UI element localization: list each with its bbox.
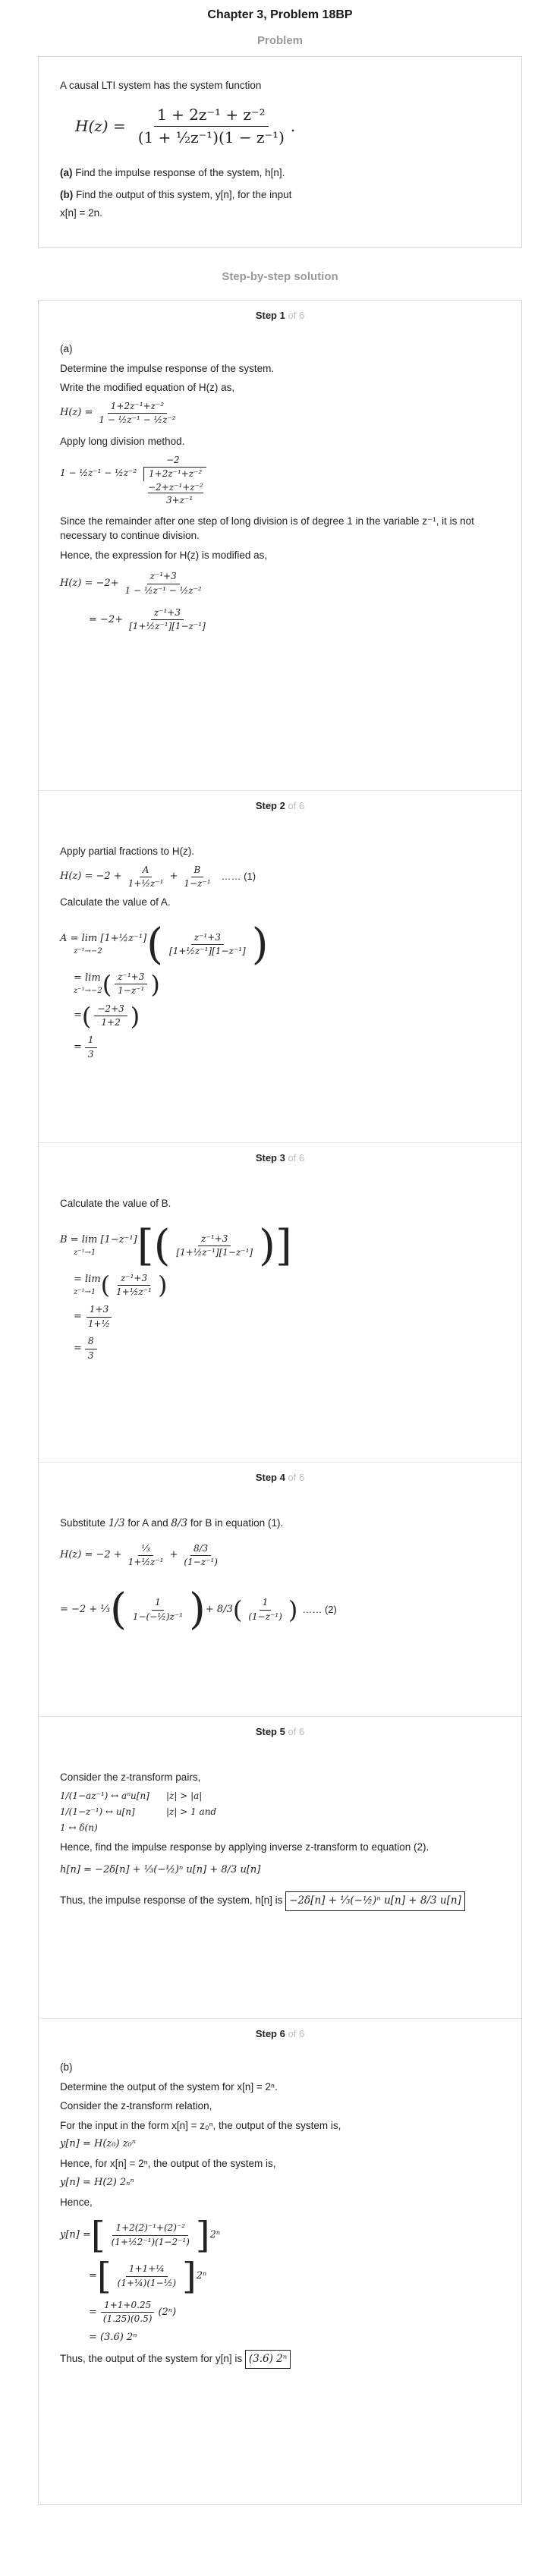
step-text: Consider the z-transform relation, [60, 2100, 212, 2112]
equation: = lim z⁻¹→−2 ( $\frac{\text{z⁻¹+3}}{\text{1−z⁻¹}}$ ) [74, 969, 160, 999]
formula-denominator: (1 + ½z⁻¹)(1 − z⁻¹) [137, 128, 285, 146]
step-text: Since the remainder after one step of long division is of degree 1 in the variable z⁻¹, it is not necessary to continue division. [60, 515, 474, 542]
equation: y[n] = H(z₀) z₀ⁿ [60, 2138, 137, 2150]
ld-dividend: 1+2z⁻¹+z⁻² [143, 467, 206, 480]
step-text: Apply partial fractions to H(z). [60, 846, 195, 857]
step-text: Thus, the impulse response of the system, h[n] is −2δ[n] + ⅓(−½)ⁿ u[n] + 8/3 u[n] [60, 1891, 500, 1911]
equation: = [ $\frac{\text{1+1+¼}}{\text{(1+¼)(1−½)}}$ ] 2ⁿ [89, 2255, 207, 2298]
equation: H(z) = −2 + $\frac{A}{\text{1+½z⁻¹}}$ + $\frac{B}{\text{1−z⁻¹}}$ …… (1) [60, 864, 256, 889]
formula-fraction [135, 104, 288, 149]
step-text: Apply long division method. [60, 436, 185, 448]
step-header: Step 4 of 6 [255, 1472, 305, 1483]
step-text: Determine the output of the system for x[n] = 2ⁿ. [60, 2080, 278, 2093]
equation: B = lim [1−z⁻¹] z⁻¹→1 [( $\frac{\text{z⁻¹+3}}{\text{[1+½z⁻¹][1−z⁻¹]}}$ )] [60, 1220, 292, 1271]
step-header: Step 3 of 6 [255, 1152, 305, 1164]
step-5 [39, 1716, 521, 2018]
step-2 [39, 790, 521, 1142]
z-transform-pairs: 1/(1−az⁻¹) ↔ aⁿu[n] |z| > |a| 1/(1−z⁻¹) ↔ u[n] |z| > 1 and 1 ↔ δ(n) [60, 1790, 217, 1834]
equation: = (3.6) 2ⁿ [89, 2331, 137, 2343]
ld-rem: 3+z⁻¹ [166, 495, 193, 506]
step-text: Hence, for x[n] = 2ⁿ, the output of the system is, [60, 2158, 276, 2170]
problem-card [38, 56, 522, 248]
step-3 [39, 1142, 521, 1462]
solution-heading: Step-by-step solution [222, 270, 338, 283]
problem-intro: A causal LTI system has the system function [60, 80, 262, 91]
equation: y[n] = H(2) 2ₙⁿ [60, 2176, 134, 2188]
step-label: (a) [60, 343, 73, 354]
step-header: Step 5 of 6 [255, 1726, 305, 1737]
formula-lhs: H(z) = [75, 116, 126, 135]
part-b-text: Find the output of this system, y[n], for the input [76, 189, 292, 201]
equation: = lim z⁻¹→1 ( $\frac{\text{z⁻¹+3}}{\text{1+½z⁻¹}}$ ) [74, 1271, 168, 1300]
step-header: Step 1 of 6 [255, 310, 305, 321]
step-text: Determine the impulse response of the system. [60, 362, 275, 374]
part-b-line [60, 187, 500, 203]
step-text: Thus, the output of the system for y[n] is (3.6) 2ⁿ [60, 2350, 500, 2370]
part-a-label: (a) [60, 166, 73, 178]
equation: = $\frac{1}{3}$ [74, 1034, 500, 1061]
part-a-line [60, 165, 500, 181]
step-text: Hence, find the impulse response by applying inverse z-transform to equation (2). [60, 1841, 429, 1853]
step-text: Hence, the expression for H(z) is modified as, [60, 549, 268, 561]
part-a-text: Find the impulse response of the system, h[n]. [75, 166, 285, 178]
step-text: Calculate the value of B. [60, 1198, 171, 1209]
steps-card [38, 300, 522, 2505]
answer-box: −2δ[n] + ⅓(−½)ⁿ u[n] + 8/3 u[n] [285, 1891, 465, 1911]
step-text: Substitute 1/3 for A and 8/3 for B in equation (1). [60, 1517, 284, 1529]
equation: A = lim [1+½z⁻¹] z⁻¹→−2 ( $\frac{\text{z⁻¹+3}}{\text{[1+½z⁻¹][1−z⁻¹]}}$ ) [60, 919, 269, 969]
page-title: Chapter 3, Problem 18BP [207, 8, 353, 21]
step-text: Calculate the value of A. [60, 896, 171, 909]
answer-box: (3.6) 2ⁿ [245, 2350, 291, 2370]
ld-sub: −2+z⁻¹+z⁻² [148, 481, 203, 493]
ld-quotient: −2 [166, 455, 180, 466]
step-text: For the input in the form x[n] = z₀ⁿ, the output of the system is, [60, 2119, 341, 2131]
equation: = $\frac{1+1+0.25}{(1.25)(0.5)}$ (2ⁿ) [89, 2300, 177, 2325]
step-6 [39, 2018, 521, 2504]
step-text: Write the modified equation of H(z) as, [60, 382, 235, 394]
step-header: Step 6 of 6 [255, 2028, 305, 2039]
step-label: (b) [60, 2061, 73, 2073]
part-b-label: (b) [60, 189, 74, 201]
step-1 [39, 301, 521, 790]
equation: = $\frac{8}{3}$ [74, 1335, 500, 1362]
step-4 [39, 1462, 521, 1716]
part-b-input: x[n] = 2n. [60, 206, 102, 219]
equation: = $\frac{1+3}{\text{1+½}}$ [74, 1304, 111, 1329]
equation: H(z) = −2+ $\frac{\text{z⁻¹+3}}{\text{1 − ½z⁻¹ − ½z⁻²}}$ [60, 571, 202, 596]
equation: h[n] = −2δ[n] + ⅓(−½)ⁿ u[n] + 8/3 u[n] [60, 1864, 261, 1876]
equation: H(z) = −2 + $\frac{\text{⅓}}{\text{1+½z⁻¹}}$ + $\frac{8/3}{\text{(1−z⁻¹)}}$ [60, 1542, 218, 1567]
equation: = −2 + ⅓ ( $\frac{1}{\text{1−(−½)z⁻¹}}$ ) + 8/3 ( $\frac{1}{\text{(1−z⁻¹)}}$ ) …… (2) [60, 1585, 337, 1635]
problem-formula: H(z) = $\frac{\text{1 + 2z⁻¹ + z⁻²}}{\text{(1 + ½z⁻¹)(1 − z⁻¹)}}$ . [75, 104, 500, 149]
equation: y[n] = [ $\frac{\text{1+2(2)⁻¹+(2)⁻²}}{\text{(1+½2⁻¹)(1−2⁻¹)}}$ ] 2ⁿ [60, 2214, 221, 2257]
formula-numerator: 1 + 2z⁻¹ + z⁻² [154, 104, 269, 127]
long-division [60, 454, 500, 508]
problem-heading: Problem [256, 34, 303, 47]
step-header: Step 2 of 6 [255, 800, 305, 811]
equation: = ( $\frac{-2+3}{1+2}$ ) [74, 1001, 140, 1031]
step-text: Consider the z-transform pairs, [60, 1771, 201, 1783]
equation: H(z) = $\frac{\text{1+2z⁻¹+z⁻²}}{\text{1 − ½z⁻¹ − ½z⁻²}}$ [60, 400, 176, 426]
ld-divisor: 1 − ½z⁻¹ − ½z⁻² [60, 468, 137, 479]
step-text: Hence, [60, 2196, 93, 2208]
equation: = −2+ $\frac{\text{z⁻¹+3}}{\text{[1+½z⁻¹][1−z⁻¹]}}$ [89, 607, 206, 632]
